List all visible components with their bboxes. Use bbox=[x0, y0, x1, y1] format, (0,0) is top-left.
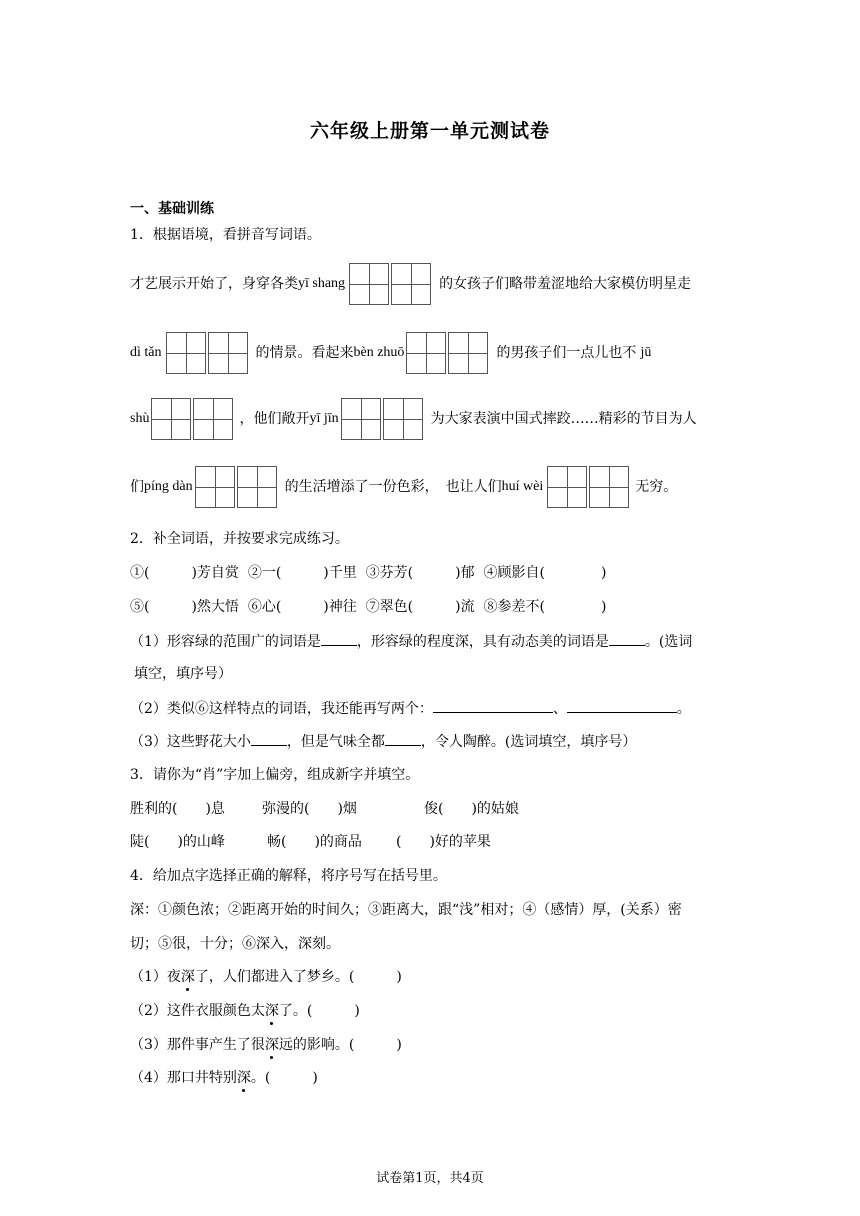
idiom-item: ⑤( )然大悟 bbox=[130, 599, 239, 615]
q1-line-4 bbox=[130, 466, 677, 508]
pinyin: yī jīn bbox=[309, 411, 339, 426]
text: （3）那件事产生了很 bbox=[130, 1037, 265, 1053]
text: 了，人们都进入了梦乡。( ) bbox=[194, 969, 402, 985]
writing-boxes[interactable] bbox=[547, 466, 631, 508]
q3-item: 畅( )的商品 bbox=[267, 834, 362, 850]
pinyin: bèn zhuō bbox=[353, 345, 405, 360]
q3-item: ( )好的苹果 bbox=[396, 834, 491, 850]
question-4-prompt: 4．给加点字选择正确的解释，将序号写在括号里。 bbox=[130, 868, 447, 884]
answer-blank[interactable] bbox=[433, 698, 553, 713]
text: 远的影响。( ) bbox=[278, 1037, 402, 1053]
idiom-item: ③芬芳( )郁 bbox=[365, 565, 475, 581]
q1-line-3 bbox=[130, 398, 697, 440]
q1-line-2 bbox=[130, 332, 651, 374]
q4-item bbox=[130, 1001, 360, 1021]
writing-boxes[interactable] bbox=[151, 398, 235, 440]
dotted-char: 深 bbox=[180, 969, 195, 985]
q2-row-1 bbox=[130, 563, 606, 583]
idiom-item: ⑥心( )神往 bbox=[247, 599, 357, 615]
q4-item bbox=[130, 967, 402, 987]
text: （2）这件衣服颜色太 bbox=[130, 1003, 265, 1019]
q1-text: 为大家表演中国式摔跤……精彩的节目为人 bbox=[430, 411, 697, 427]
idiom-item: ①( )芳自赏 bbox=[130, 565, 239, 581]
definition-line: 切；⑤很，十分；⑥深入，深刻。 bbox=[130, 936, 340, 952]
writing-boxes[interactable] bbox=[341, 398, 425, 440]
answer-blank[interactable] bbox=[609, 631, 645, 646]
q1-text: 的生活增添了一份色彩， 也让人们 bbox=[284, 479, 502, 495]
writing-boxes[interactable] bbox=[195, 466, 279, 508]
idiom-item: ⑧参差不( ) bbox=[483, 599, 607, 615]
q3-item: 陡( )的山峰 bbox=[130, 834, 225, 850]
answer-blank[interactable] bbox=[567, 698, 677, 713]
text: 、 bbox=[552, 701, 567, 717]
text: （4）那口井特别 bbox=[130, 1070, 237, 1086]
text: （2）类似⑥这样特点的词语，我还能再写两个： bbox=[130, 701, 433, 717]
pinyin: dì tǎn bbox=[130, 345, 162, 360]
q2-row-2 bbox=[130, 597, 606, 617]
text: （1）形容绿的范围广的词语是 bbox=[130, 634, 321, 650]
q2-sub-2 bbox=[130, 698, 691, 719]
q3-item: 胜利的( )息 bbox=[130, 801, 225, 817]
text: ，形容绿的程度深，具有动态美的词语是 bbox=[356, 634, 609, 650]
dotted-char: 深 bbox=[236, 1070, 251, 1086]
pinyin: huí wèi bbox=[501, 479, 544, 494]
question-3-prompt: 3．请你为“肖”字加上偏旁，组成新字并填空。 bbox=[130, 767, 420, 783]
question-1-prompt: 1．根据语境，看拼音写词语。 bbox=[130, 227, 321, 243]
section-heading: 一、基础训练 bbox=[130, 201, 214, 217]
idiom-item: ②一( )千里 bbox=[247, 565, 357, 581]
text: 。( ) bbox=[250, 1070, 318, 1086]
definition-line: 深：①颜色浓；②距离开始的时间久；③距离大，跟“浅”相对；④（感情）厚，(关系）密 bbox=[130, 902, 682, 918]
pinyin: shù bbox=[130, 411, 150, 426]
text: 。(选词 bbox=[644, 634, 693, 650]
q2-sub-3 bbox=[130, 731, 636, 752]
q1-text: ，他们敞开 bbox=[239, 411, 310, 427]
q3-item: 弥漫的( )烟 bbox=[262, 801, 357, 817]
dotted-char: 深 bbox=[264, 1003, 279, 1019]
q2-sub-1-cont: 填空，填序号） bbox=[134, 666, 232, 682]
writing-boxes[interactable] bbox=[406, 332, 490, 374]
idiom-item: ④顾影自( ) bbox=[483, 565, 607, 581]
q3-item: 俊( )的姑娘 bbox=[424, 801, 519, 817]
q2-sub-1 bbox=[130, 631, 692, 652]
idiom-item: ⑦翠色( )流 bbox=[365, 599, 475, 615]
dotted-char: 深 bbox=[264, 1037, 279, 1053]
q4-item bbox=[130, 1068, 318, 1088]
q1-line-1 bbox=[130, 263, 691, 305]
answer-blank[interactable] bbox=[385, 731, 421, 746]
page-footer: 试卷第1页，共4页 bbox=[376, 1171, 484, 1186]
pinyin: jū bbox=[640, 345, 652, 360]
q1-text: 的男孩子们一点儿也不 bbox=[496, 345, 637, 361]
q1-text: 无穷。 bbox=[635, 479, 678, 495]
answer-blank[interactable] bbox=[251, 731, 287, 746]
text: （3）这些野花大小 bbox=[130, 734, 251, 750]
writing-boxes[interactable] bbox=[349, 263, 433, 305]
q1-text: 的情景。看起来 bbox=[255, 345, 354, 361]
writing-boxes[interactable] bbox=[166, 332, 250, 374]
q4-item bbox=[130, 1035, 402, 1055]
pinyin: yī shang bbox=[298, 276, 346, 291]
q1-text: 的女孩子们略带羞涩地给大家模仿明星走 bbox=[439, 276, 692, 292]
text: （1）夜 bbox=[130, 969, 181, 985]
page-title: 六年级上册第一单元测试卷 bbox=[309, 120, 550, 142]
text: ，但是气味全都 bbox=[286, 734, 385, 750]
q1-text: 才艺展示开始了，身穿各类 bbox=[130, 276, 298, 292]
pinyin: píng dàn bbox=[144, 479, 193, 494]
q1-text: 们 bbox=[130, 479, 144, 495]
text: 。 bbox=[676, 701, 691, 717]
question-2-prompt: 2．补全词语，并按要求完成练习。 bbox=[130, 531, 349, 547]
text: 了。( ) bbox=[278, 1003, 360, 1019]
answer-blank[interactable] bbox=[321, 631, 357, 646]
text: ，令人陶醉。(选词填空，填序号） bbox=[420, 734, 637, 750]
